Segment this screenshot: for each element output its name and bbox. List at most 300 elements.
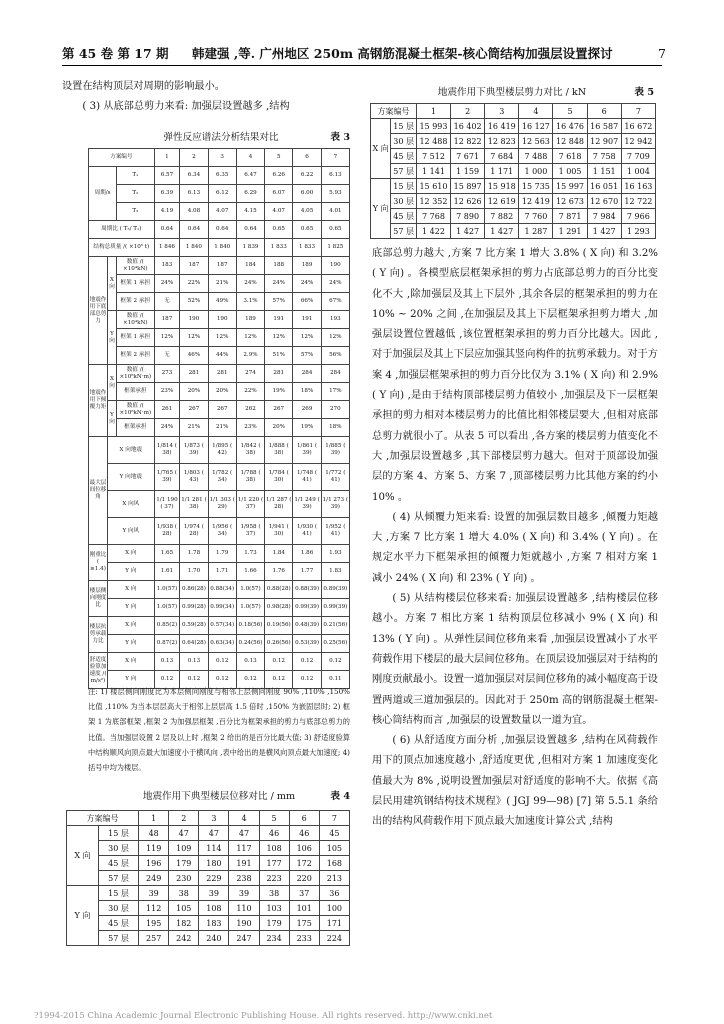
table-cell: 1 287 [519,224,553,239]
table4-caption [88,788,350,802]
table-row [89,491,350,518]
table-cell: 284 [293,365,321,383]
table-cell: 187 [154,311,180,329]
table-cell: 281 [180,365,208,383]
table-row [89,617,350,635]
table-cell: 38 [259,886,289,901]
table-cell: 0.12 [154,671,180,689]
table-cell: 1/1 273 ( 39) [321,491,349,518]
table-cell: 24% [154,275,180,293]
table-cell: 1 840 [208,239,236,257]
table-cell: 177 [259,856,289,871]
table-cell: 15 997 [553,179,587,194]
running-title: 韩建强 ,等. 广州地区 250m 高钢筋混凝土框架-核心筒结构加强层设置探讨 [192,46,613,61]
table-cell: 1/1 303 ( 29) [208,491,236,518]
table-cell: 49% [208,293,236,311]
column-header: 1 [139,811,169,826]
table-cell: 47 [229,826,259,841]
table-row [89,419,350,437]
table-row [89,185,350,203]
table-cell: 1/1 281 ( 38) [180,491,208,518]
table-cell: 7 618 [553,149,587,164]
table-cell: T₃ [117,203,155,221]
table-cell: 193 [321,311,349,329]
table-cell: 110 [229,901,259,916]
table-cell: 191 [293,311,321,329]
table-cell: 0.11 [321,671,349,689]
table-cell: X 向 [108,617,155,635]
table-cell: 1.84 [265,545,293,563]
table-cell: 0.12 [293,653,321,671]
table-cell: 0.65 [265,221,293,239]
table-cell: X 向 [108,257,117,311]
table-cell: 24% [321,275,349,293]
table-cell: 4.07 [265,203,293,221]
table-cell: 0.12 [208,653,236,671]
table-cell: 无 [154,347,180,365]
table-cell: 12 419 [519,194,553,209]
table-cell: 1/958 ( 37) [236,518,264,545]
table-cell: 46 [289,826,319,841]
table-row [89,518,350,545]
table-cell: 1 422 [416,224,450,239]
table-cell: 267 [180,401,208,419]
table-cell: 190 [180,311,208,329]
table-row [89,401,350,419]
table-cell: 16 402 [451,119,485,134]
table-row [89,365,350,383]
table-cell: 6.57 [154,167,180,185]
table-cell: 37 [289,886,319,901]
table-cell: 1/873 ( 39) [180,437,208,464]
table-cell: 0.19(56) [265,617,293,635]
table-cell: 23% [154,383,180,401]
table-cell: 1 141 [416,164,450,179]
table-cell: 4.01 [321,203,349,221]
table-cell: 12% [236,329,264,347]
table-cell: 15 层 [391,179,417,194]
table-cell: 0.64 [180,221,208,239]
table-cell: 楼层抗剪承载力比 [89,617,108,653]
table-cell: 1/1 190 ( 37) [154,491,180,518]
table-cell: 39 [229,886,259,901]
table-cell: 4.19 [154,203,180,221]
table-cell: 12 626 [451,194,485,209]
table-cell: 0.65 [293,221,321,239]
table-cell: 15 610 [416,179,450,194]
table-cell: 6.26 [265,167,293,185]
table-cell: 6.39 [154,185,180,203]
table-cell: 16 163 [621,179,655,194]
table4-number: 表 4 [330,791,350,802]
table-cell: 46 [259,826,289,841]
table-cell: 273 [154,365,180,383]
table-cell: 106 [289,841,319,856]
column-header: 6 [587,104,621,119]
table-cell: 1 159 [451,164,485,179]
table-cell: 0.99(39) [321,599,349,617]
table-cell: X 向 [67,826,99,886]
table-cell: 15 918 [485,179,519,194]
table-row [89,293,350,311]
table-cell: 6.00 [293,185,321,203]
table-cell: X 向风 [108,491,155,518]
table-cell: 0.48(39) [293,617,321,635]
table-cell: 1.0(57) [236,581,264,599]
table-cell: 5.93 [321,185,349,203]
table-cell: 240 [199,931,229,946]
table-cell: 0.59(28) [180,617,208,635]
table-cell: 247 [229,931,259,946]
table-header [67,811,350,826]
table-row [89,239,350,257]
table-cell: 框架承担 [117,419,155,437]
table-cell: 12% [321,329,349,347]
table5-title: 地震作用下典型楼层剪力对比 / kN [437,87,587,98]
table-row [371,179,656,194]
table-cell: 7 758 [587,149,621,164]
table-cell: 191 [265,311,293,329]
table3-note: 注: 1) 楼层侧向刚度比为本层侧向刚度与相邻上层侧向刚度 90% ,110% ,150% 比值 ,110% 为当本层层高大于相邻上层层高 1.5 倍时 ,150% 为嵌固层时; 2) 框架 1 为底部框架 ,框架 2 为加强层框架 ,百分比为框架承担的剪力与底部总剪力的比值。当加强层设置 2 层及以上时 ,框架 2 给出的是百分比最大值; 3) 舒适度验算中结构顺风向顶点最大加速度小于横风向 ,表中给出的是横风向顶点最大加速度; 4) 括号中均为楼层。 [88,687,350,773]
table-row [89,563,350,581]
table-cell: 0.13 [236,653,264,671]
table-cell: X 向地震 [108,437,155,464]
table-cell: 57 层 [98,931,138,946]
table-cell: 1/788 ( 38) [236,464,264,491]
column-header: 1 [154,149,180,167]
table-row [89,599,350,617]
table-cell: 1 000 [519,164,553,179]
table-cell: 周期/s [89,167,117,221]
table-cell: 0.98(28) [265,599,293,617]
table-cell: X 向 [108,545,155,563]
table-cell: 105 [169,901,199,916]
table-cell: 1/765 ( 39) [154,464,180,491]
table-cell: 1/895 ( 42) [208,437,236,464]
table-cell: 4.15 [236,203,264,221]
table-cell: 0.26(56) [265,635,293,653]
table-cell: 16 672 [621,119,655,134]
table-cell: 1/1 249 ( 39) [293,491,321,518]
volume-issue: 第 45 卷 第 17 期 [62,46,169,61]
table-cell: 103 [259,901,289,916]
table-cell: 38 [169,886,199,901]
table-cell: 0.24(56) [236,635,264,653]
table-cell: 0.25(56) [321,635,349,653]
table-cell: 52% [180,293,208,311]
table-cell: 1/814 ( 38) [154,437,180,464]
table-cell: 108 [199,901,229,916]
table-cell: 结构总质量 /( ×10⁵ t) [89,239,155,257]
table-cell: 1/772 ( 41) [321,464,349,491]
paragraph: ( 5) 从结构楼层位移来看: 加强层设置越多 ,结构楼层位移越小。方案 7 相比方案 1 结构顶层位移减小 9% ( X 向) 和 13% ( Y 向) 。从弹性层间位移角来看 ,加强层设置减小了水平荷载作用下楼层的最大层间位移角。在顶层设加强层对于结构的刚度贡献最小。设置一道加强层对层间位移角的减小幅度高于设置两道或三道加强层的。因此对于 250m 高的钢筋混凝土框架-核心筒结构而言 ,加强层的设置数量以一道为宜。 [372,593,658,726]
table-row [89,581,350,599]
table-cell: 15 层 [98,886,138,901]
table-cell: Y 向风 [108,518,155,545]
table-row [67,856,350,871]
table-cell: 1/938 ( 28) [154,518,180,545]
table-cell: 1/952 ( 41) [321,518,349,545]
table-cell: 0.57(34) [208,617,236,635]
table-cell: 19% [265,383,293,401]
table-cell: 101 [289,901,319,916]
table-cell: 20% [180,383,208,401]
table-cell: 0.12 [236,671,264,689]
table-cell: 56% [321,347,349,365]
table-cell: 45 层 [98,916,138,931]
table-cell: 1 427 [485,224,519,239]
table-cell: 45 层 [391,149,417,164]
table-cell: 18% [321,419,349,437]
table-row [89,545,350,563]
table-cell: 1.71 [208,563,236,581]
table-cell: 无 [154,293,180,311]
table-cell: 1/784 ( 30) [265,464,293,491]
table-cell: 3.1% [236,293,264,311]
table-cell: 229 [199,871,229,886]
table-cell: 6.13 [180,185,208,203]
table-cell: 51% [265,347,293,365]
table-cell: 0.99(28) [180,599,208,617]
table-cell: 108 [259,841,289,856]
table-cell: 12 563 [519,134,553,149]
table-cell: 274 [236,365,264,383]
table-cell: 12% [293,329,321,347]
table-cell: 7 871 [553,209,587,224]
table-cell: 地震作用下底部总剪力 [89,257,108,365]
table-cell: 0.63(34) [208,635,236,653]
table-cell: 1/1 287 ( 28) [265,491,293,518]
table-cell: 284 [321,365,349,383]
table-cell: 269 [293,401,321,419]
table-cell: 20% [208,383,236,401]
table-cell: Y 向 [371,179,391,239]
table-cell: X 向 [108,581,155,599]
right-body [372,244,658,833]
table-cell: 1.79 [208,545,236,563]
table-cell: 16 127 [519,119,553,134]
left-intro [62,77,356,118]
table-cell: 1.66 [236,563,264,581]
table-cell: 0.12 [265,671,293,689]
table-cell: 179 [259,916,289,931]
column-header: 5 [259,811,289,826]
table-cell: 1/1 220 ( 37) [236,491,264,518]
table-cell: 数值 /( ×10⁶kN·m) [117,401,155,419]
table-cell: 30 层 [391,194,417,209]
table-row [371,134,656,149]
table-cell: 267 [265,401,293,419]
table-cell: 1.78 [180,545,208,563]
table-cell: 0.64 [154,221,180,239]
table-cell: 187 [208,257,236,275]
table-row [89,167,350,185]
table-cell: 16 051 [587,179,621,194]
table-cell: 4.05 [293,203,321,221]
table3-caption [92,129,350,143]
table-cell: 7 966 [621,209,655,224]
table-cell: 6.47 [236,167,264,185]
table-cell: 262 [236,401,264,419]
table-cell: 105 [319,841,349,856]
table-cell: 224 [319,931,349,946]
table-cell: 1 151 [587,164,621,179]
table-cell: 223 [259,871,289,886]
table-cell: 47 [199,826,229,841]
paragraph: 底部总剪力越大 ,方案 7 比方案 1 增大 3.8% ( X 向) 和 3.2% ( Y 向) 。各模型底层框架承担的剪力占底部总剪力的百分比变化不大 ,除加强层及其上下层外 ,其余各层的框架承担的剪力在 10% ~ 20% 之间 ,在加强层及其上下层框架承担剪力增大 ,加强层设置位置越低 ,该位置框架承担的剪力百分比越大。因此 ,对于加强层及其上下层应加强其竖向构件的抗剪承载力。对于方案 4 ,加强层框架承担的剪力百分比仅为 3.1% ( X 向) 和 2.9% ( Y 向) ,是由于结构顶部楼层剪力值较小 ,加强层及下一层框架承担的剪力相对本楼层剪力的比值比相邻楼层要大 ,但相对底部总剪力就很小了。从表 5 可以看出 ,各方案的楼层剪力值变化不大 ,加强层设置越多 ,其下部楼层剪力越大。但对于顶部设加强层的方案 4、方案 5、方案 7 ,顶部楼层剪力比其他方案的约小 10% 。 [372,248,658,503]
table-row [67,916,350,931]
table-cell: 22% [236,383,264,401]
table-cell: 15 735 [519,179,553,194]
table-cell: 0.88(34) [208,581,236,599]
table-cell: 7 488 [519,149,553,164]
table-cell: 1 005 [553,164,587,179]
table3-title: 弹性反应谱法分析结果对比 [163,132,279,143]
table-cell: 1 839 [236,239,264,257]
table-cell: Y 向 [108,401,117,437]
column-header: 3 [199,811,229,826]
table-cell: 66% [293,293,321,311]
table-cell: 7 671 [451,149,485,164]
table-cell: 7 709 [621,149,655,164]
table-cell: 261 [154,401,180,419]
table-cell: 1/956 ( 34) [208,518,236,545]
table-cell: Y 向 [108,311,117,365]
table-row [89,275,350,293]
table-row [371,164,656,179]
table-cell: 0.65 [321,221,349,239]
table-cell: 1.0(57) [154,599,180,617]
table-row [371,149,656,164]
table-cell: 15 层 [98,826,138,841]
table-cell: 1 427 [587,224,621,239]
table-cell: 20% [265,419,293,437]
table-cell: 1/941 ( 30) [265,518,293,545]
table-cell: 12 673 [553,194,587,209]
table-row [89,347,350,365]
table-cell: 最大层间位移角 [89,437,108,545]
table-cell: 地震作用下倾覆力矩 [89,365,108,437]
column-header: 4 [519,104,553,119]
table-cell: 189 [293,257,321,275]
table-cell: 12 823 [485,134,519,149]
column-header: 7 [319,811,349,826]
column-header: 2 [451,104,485,119]
table-cell: 24% [154,419,180,437]
table-cell: 框架 1 承担 [117,275,155,293]
table-cell: 0.86(28) [180,581,208,599]
table-cell: 1.65 [154,545,180,563]
table-cell: 0.12 [265,653,293,671]
table-cell: 187 [180,257,208,275]
table-cell: 16 587 [587,119,621,134]
table-cell: 57% [293,347,321,365]
table-cell: 0.85(2) [154,617,180,635]
table-cell: 190 [321,257,349,275]
column-header: 方案编号 [67,811,139,826]
table4-title: 地震作用下典型楼层位移对比 / mm [142,791,296,802]
table-cell: 1.0(57) [154,581,180,599]
table-cell: 1/930 ( 41) [293,518,321,545]
column-header: 4 [229,811,259,826]
table-cell: 1/861 ( 39) [293,437,321,464]
table-cell: 39 [199,886,229,901]
table-cell: 数值 /( ×10⁴kN) [117,311,155,329]
table-cell: 12 907 [587,134,621,149]
table-cell: 15 993 [416,119,450,134]
table-cell: 171 [319,916,349,931]
paragraph: 设置在结构顶层对周期的影响最小。 [62,81,225,92]
table-cell: 6.35 [208,167,236,185]
table-row [89,329,350,347]
table-cell: 1/748 ( 41) [293,464,321,491]
column-header: 方案编号 [89,149,155,167]
table-cell: 21% [208,419,236,437]
table-cell: 周期比 ( T₃/ T₁) [89,221,155,239]
table-cell: 45 层 [391,209,417,224]
table-cell: 7 768 [416,209,450,224]
table-cell: 数值 /( ×10⁶kN·m) [117,365,155,383]
table-cell: 框架 2 承担 [117,293,155,311]
table-cell: 12 822 [451,134,485,149]
table-cell: 0.87(2) [154,635,180,653]
table-cell: 1 840 [180,239,208,257]
table-cell: 242 [169,931,199,946]
table-cell: 0.21(56) [321,617,349,635]
table-cell: 270 [321,401,349,419]
column-header: 6 [293,149,321,167]
table-row [67,871,350,886]
table-row [371,224,656,239]
table-cell: 7 512 [416,149,450,164]
table-row [89,383,350,401]
table-row [371,194,656,209]
column-header: 6 [289,811,319,826]
column-header: 4 [236,149,264,167]
table-cell: 6.12 [208,185,236,203]
table-cell: 12 670 [587,194,621,209]
table5-caption [370,84,654,98]
table-cell: 1.0(57) [236,599,264,617]
table-cell: 框架 2 承担 [117,347,155,365]
page-number: 7 [658,46,666,61]
table-cell: 12 619 [485,194,519,209]
table-cell: 0.13 [154,653,180,671]
table-cell: 188 [265,257,293,275]
table-cell: 57 层 [391,164,417,179]
table-row [67,931,350,946]
table-cell: 0.12 [293,671,321,689]
column-header: 1 [416,104,450,119]
table-cell: 172 [289,856,319,871]
table-cell: Y 向 [108,635,155,653]
table-cell: 0.12 [208,671,236,689]
table-cell: 4.08 [180,203,208,221]
table3 [88,148,350,689]
table-cell: 39 [139,886,169,901]
table-cell: 1 825 [321,239,349,257]
table-cell: 230 [169,871,199,886]
table-cell: 12% [265,329,293,347]
table-cell: 0.64(28) [180,635,208,653]
table-cell: 框架承担 [117,383,155,401]
table-cell: Y 向 [108,671,155,689]
table-cell: 175 [289,916,319,931]
table-cell: 1.61 [154,563,180,581]
table-cell: 0.13 [180,653,208,671]
table-cell: 281 [208,365,236,383]
table-cell: 0.18(56) [236,617,264,635]
